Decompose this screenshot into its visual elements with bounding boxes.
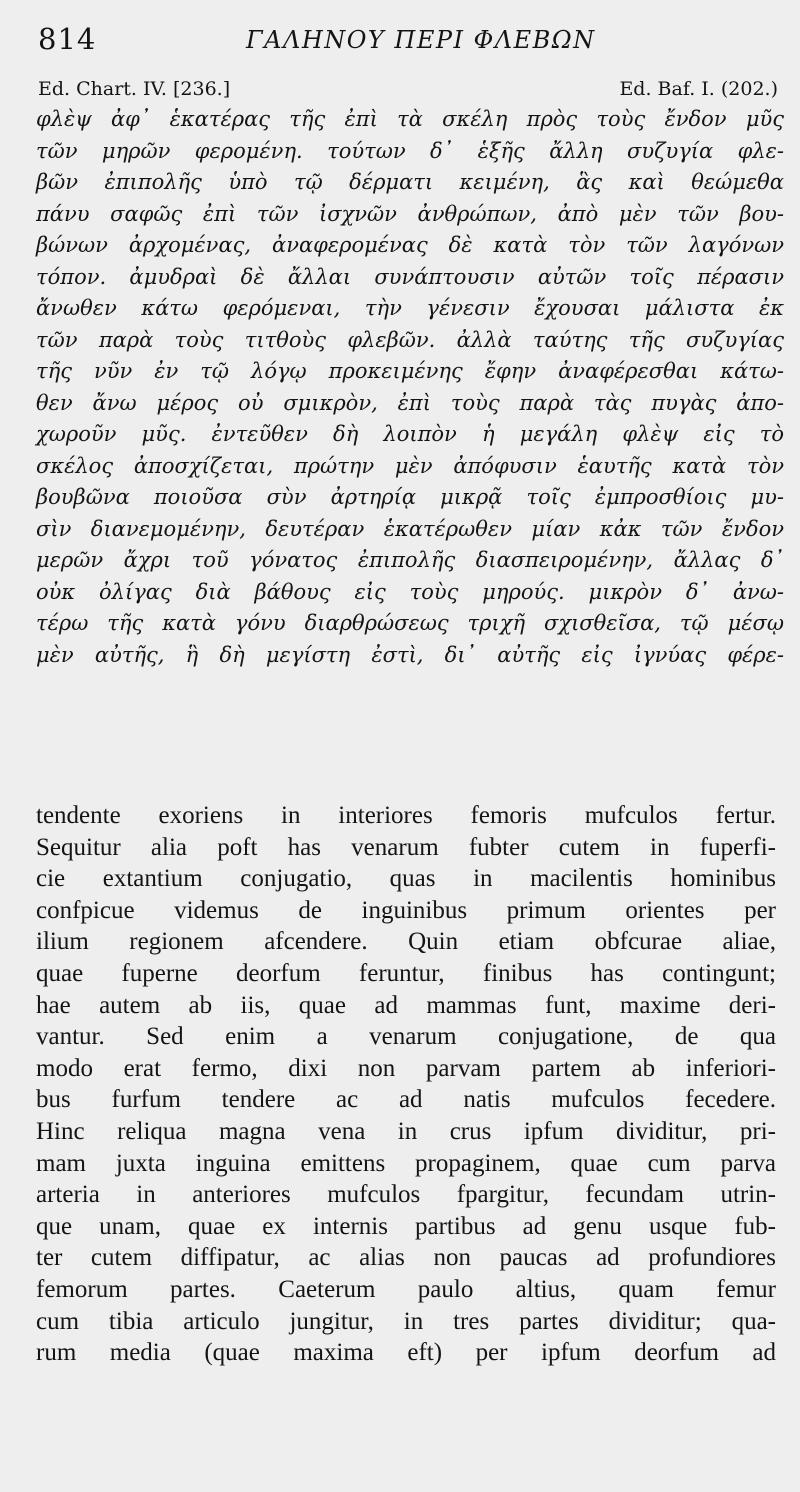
edition-reference-chart: Ed. Chart. IV. [236.] — [38, 78, 231, 100]
greek-line: βῶν ἐπιπολῆς ὑπὸ τῷ δέρματι κειμένη, ἃς καὶ θεώμεθα — [36, 170, 784, 194]
latin-line: que unam, quae ex internis partibus ad genu usque fub- — [36, 1212, 776, 1240]
latin-line: rum media (quae maxima eft) per ipfum deorfum ad — [36, 1339, 776, 1367]
latin-line: modo erat fermo, dixi non parvam partem ab inferiori- — [36, 1054, 776, 1082]
greek-text-block — [36, 104, 784, 671]
greek-line: βώνων ἀρχομένας, ἀναφερομένας δὲ κατὰ τὸν τῶν λαγόνων — [36, 233, 784, 257]
greek-line: χωροῦν μῦς. ἐντεῦθεν δὴ λοιπὸν ἡ μεγάλη φλὲψ εἰς τὸ — [36, 422, 784, 446]
latin-line: femorum partes. Caeterum paulo altius, quam femur — [36, 1275, 776, 1303]
latin-line: tendente exoriens in interiores femoris mufculos fertur. — [36, 802, 776, 829]
greek-line: τέρω τῆς κατὰ γόνυ διαρθρώσεως τριχῆ σχισθεῖσα, τῷ μέσῳ — [36, 611, 784, 635]
running-title: ΓΑΛΗΝΟΥ ΠΕΡΙ ΦΛΕΒΩΝ — [246, 26, 596, 54]
page-header — [38, 22, 760, 62]
greek-line: φλὲψ ἀφ᾽ ἑκατέρας τῆς ἐπὶ τὰ σκέλη πρὸς τοὺς ἔνδον μῦς — [36, 107, 784, 131]
latin-line: cum tibia articulo jungitur, in tres partes dividitur; qua- — [36, 1307, 776, 1335]
greek-line: ἄνωθεν κάτω φερόμεναι, τὴν γένεσιν ἔχουσαι μάλιστα ἐκ — [36, 296, 784, 320]
latin-line: ter cutem diffipatur, ac alias non paucas ad profundiores — [36, 1244, 776, 1272]
latin-line: ilium regionem afcendere. Quin etiam obfcurae aliae, — [36, 928, 776, 956]
greek-line: πάνυ σαφῶς ἐπὶ τῶν ἰσχνῶν ἀνθρώπων, ἀπὸ μὲν τῶν βου- — [36, 201, 784, 226]
greek-line: τῶν παρὰ τοὺς τιτθοὺς φλεβῶν. ἀλλὰ ταύτης τῆς συζυγίας — [36, 327, 784, 352]
greek-line: σὶν διανεμομένην, δευτέραν ἑκατέρωθεν μίαν κἀκ τῶν ἔνδον — [36, 516, 784, 541]
greek-line: οὐκ ὀλίγας διὰ βάθους εἰς τοὺς μηρούς. μικρὸν δ᾽ ἀνω- — [36, 579, 784, 604]
page-number: 814 — [38, 22, 97, 56]
greek-line: θεν ἄνω μέρος οὐ σμικρὸν, ἐπὶ τοὺς παρὰ τὰς πυγὰς ἀπο- — [36, 390, 784, 415]
greek-line: βουβῶνα ποιοῦσα σὺν ἀρτηρίᾳ μικρᾷ τοῖς ἐμπροσθίοις μυ- — [36, 485, 784, 509]
edition-references — [38, 78, 778, 104]
latin-line: Sequitur alia poft has venarum fubter cutem in fuperfi- — [36, 833, 776, 861]
greek-line: τῆς νῦν ἐν τῷ λόγῳ προκειμένης ἔφην ἀναφέρεσθαι κάτω- — [36, 359, 784, 383]
latin-line: vantur. Sed enim a venarum conjugatione, de qua — [36, 1023, 776, 1051]
latin-line: confpicue videmus de inguinibus primum orientes per — [36, 896, 776, 924]
greek-line: μὲν αὐτῆς, ἣ δὴ μεγίστη ἐστὶ, δι᾽ αὐτῆς εἰς ἰγνύας φέρε- — [36, 642, 784, 667]
latin-line: arteria in anteriores mufculos fpargitur, fecundam utrin- — [36, 1181, 776, 1209]
greek-line: σκέλος ἀποσχίζεται, πρώτην μὲν ἀπόφυσιν ἑαυτῆς κατὰ τὸν — [36, 453, 784, 478]
latin-line: mam juxta inguina emittens propaginem, quae cum parva — [36, 1149, 776, 1177]
latin-text-block — [36, 800, 776, 1369]
greek-line: τόπον. ἀμυδραὶ δὲ ἄλλαι συνάπτουσιν αὐτῶν τοῖς πέρασιν — [36, 264, 784, 289]
edition-reference-basel: Ed. Baf. I. (202.) — [619, 78, 778, 100]
latin-line: hae autem ab iis, quae ad mammas funt, maxime deri- — [36, 991, 776, 1019]
latin-line: Hinc reliqua magna vena in crus ipfum dividitur, pri- — [36, 1117, 776, 1145]
greek-line: τῶν μηρῶν φερομένη. τούτων δ᾽ ἑξῆς ἄλλη συζυγία φλε- — [36, 138, 784, 163]
latin-line: bus furfum tendere ac ad natis mufculos fecedere. — [36, 1086, 776, 1114]
latin-line: quae fuperne deorfum feruntur, finibus has contingunt; — [36, 959, 776, 987]
greek-line: μερῶν ἄχρι τοῦ γόνατος ἐπιπολῆς διασπειρομένην, ἄλλας δ᾽ — [36, 548, 784, 572]
latin-line: cie extantium conjugatio, quas in macilentis hominibus — [36, 865, 776, 893]
